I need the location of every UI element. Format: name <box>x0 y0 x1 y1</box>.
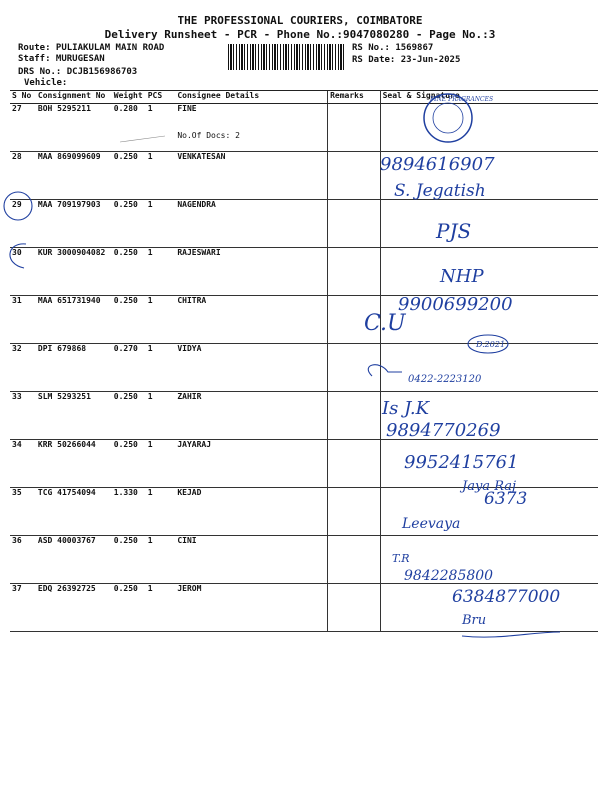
row36-phone: 9842285800 <box>404 568 494 584</box>
row-weight-text: 0.280 <box>113 104 138 113</box>
col-pcs: PCS <box>146 91 176 104</box>
row-consignee <box>175 392 327 440</box>
row28-phone: 9894616907 <box>380 154 495 175</box>
row-pcs-text: 1 <box>147 536 153 545</box>
row-remarks <box>328 344 381 392</box>
row-sno-text: 30 <box>12 248 22 257</box>
row-consignee <box>175 200 327 248</box>
table-row <box>10 200 598 248</box>
row-consignment-no <box>36 584 112 632</box>
row-pcs <box>146 536 176 584</box>
row33-signature: Is J.K <box>382 398 430 419</box>
row-weight-text: 0.250 <box>113 440 138 449</box>
row-seal <box>380 248 598 296</box>
row-sno-text: 29 <box>12 200 22 209</box>
row-consignment-no-text: ASD 40003767 <box>37 536 96 545</box>
col-consignee: Consignee Details <box>175 91 327 104</box>
row-remarks <box>328 296 381 344</box>
row-pcs-text: 1 <box>147 392 153 401</box>
col-sno: S No <box>10 91 36 104</box>
row33-phone: 9894770269 <box>386 420 501 441</box>
row-consignment-no-text: MAA 869099609 <box>37 152 101 161</box>
row-consignee-text: JEROM <box>177 584 202 593</box>
row-consignment-no <box>36 536 112 584</box>
table-row <box>10 392 598 440</box>
row-remarks <box>328 440 381 488</box>
row-weight <box>112 584 146 632</box>
row-consignment-no-text: BOH 5295211 <box>37 104 91 113</box>
row-consignee <box>175 536 327 584</box>
row32-phone: 0422-2223120 <box>408 374 482 385</box>
row-sno-text: 36 <box>12 536 22 545</box>
row-pcs <box>146 200 176 248</box>
rs-date-label: RS Date: 23-Jun-2025 <box>352 55 461 65</box>
row-consignment-no <box>36 392 112 440</box>
row-pcs-text: 1 <box>147 104 153 113</box>
row-weight-text: 0.250 <box>113 248 138 257</box>
row-pcs-text: 1 <box>147 296 153 305</box>
row-seal <box>380 488 598 536</box>
row-pcs <box>146 152 176 200</box>
row-seal <box>380 584 598 632</box>
row-pcs <box>146 248 176 296</box>
row-consignment-no <box>36 440 112 488</box>
route-label: Route: PULIAKULAM MAIN ROAD <box>18 43 165 53</box>
row-consignee-text: FINE <box>177 104 197 113</box>
row-consignee <box>175 104 327 152</box>
row-seal <box>380 200 598 248</box>
row-pcs <box>146 584 176 632</box>
row-seal <box>380 536 598 584</box>
row-consignment-no <box>36 152 112 200</box>
vehicle-label: Vehicle: <box>24 78 68 88</box>
table-row <box>10 296 598 344</box>
row-sno-text: 27 <box>12 104 22 113</box>
row-consignee-text: VIDYA <box>177 344 202 353</box>
row-sno <box>10 584 36 632</box>
rs-no-label: RS No.: 1569867 <box>352 43 434 53</box>
row-pcs-text: 1 <box>147 344 153 353</box>
row-consignment-no-text: KRR 50266044 <box>37 440 96 449</box>
row35-signature-2: Leevaya <box>402 516 461 532</box>
row-weight <box>112 152 146 200</box>
row-sno <box>10 440 36 488</box>
drs-label: DRS No.: DCJB156986703 <box>18 67 138 77</box>
row-pcs <box>146 104 176 152</box>
row-weight-text: 0.250 <box>113 392 138 401</box>
row-pcs-text: 1 <box>147 584 153 593</box>
row-pcs <box>146 392 176 440</box>
table-row <box>10 536 598 584</box>
row-consignee <box>175 248 327 296</box>
runsheet-title: THE PROFESSIONAL COURIERS, COIMBATORE <box>177 14 423 27</box>
row-sno-text: 32 <box>12 344 22 353</box>
table-row <box>10 344 598 392</box>
row-consignee-text: RAJESWARI <box>177 248 221 257</box>
row37-sign-line <box>462 632 560 637</box>
row37-phone: 6384877000 <box>452 587 561 607</box>
row-weight-text: 0.250 <box>113 536 138 545</box>
row-sno-text: 35 <box>12 488 22 497</box>
table-row <box>10 152 598 200</box>
row-consignee-text: VENKATESAN <box>177 152 226 161</box>
row-sno <box>10 248 36 296</box>
row-consignment-no <box>36 248 112 296</box>
row-seal <box>380 440 598 488</box>
row-sno <box>10 488 36 536</box>
row37-signature: Bru <box>462 613 487 628</box>
row-consignee-text: NAGENDRA <box>177 200 216 209</box>
row-weight-text: 0.250 <box>113 152 138 161</box>
col-seal: Seal & Signature <box>380 91 598 104</box>
row-consignment-no <box>36 104 112 152</box>
row35-phone: 6373 <box>484 489 528 509</box>
row-weight <box>112 344 146 392</box>
table-header-row <box>10 91 598 104</box>
row-weight <box>112 200 146 248</box>
row-consignment-no <box>36 296 112 344</box>
row-consignment-no-text: EDQ 26392725 <box>37 584 96 593</box>
row-consignee-text: JAYARAJ <box>177 440 212 449</box>
row-sno <box>10 104 36 152</box>
row29-signature: PJS <box>436 219 472 243</box>
row31-phone: 9900699200 <box>398 294 513 315</box>
row-weight <box>112 104 146 152</box>
row-weight <box>112 392 146 440</box>
row-consignee <box>175 344 327 392</box>
row-consignment-no-text: TCG 41754094 <box>37 488 96 497</box>
runsheet-subtitle: Delivery Runsheet - PCR - Phone No.:9047080280 - Page No.:3 <box>104 28 496 41</box>
row-sno-text: 37 <box>12 584 22 593</box>
row-remarks <box>328 536 381 584</box>
row-weight <box>112 536 146 584</box>
row-consignee <box>175 584 327 632</box>
row34-phone: 9952415761 <box>404 452 519 473</box>
row-weight <box>112 248 146 296</box>
table-row <box>10 440 598 488</box>
row-pcs-text: 1 <box>147 152 153 161</box>
row36-signature: T.R <box>392 552 410 565</box>
row-sno <box>10 392 36 440</box>
row-consignment-no <box>36 488 112 536</box>
row-pcs <box>146 296 176 344</box>
row-sno-text: 34 <box>12 440 22 449</box>
row-pcs <box>146 488 176 536</box>
row-seal <box>380 104 598 152</box>
row32-signature: D.2021 <box>476 340 506 349</box>
row-remarks <box>328 104 381 152</box>
docs-note: No.Of Docs: 2 <box>177 131 240 140</box>
table-row <box>10 488 598 536</box>
row-consignment-no <box>36 200 112 248</box>
row-weight-text: 1.330 <box>113 488 138 497</box>
row-sno <box>10 344 36 392</box>
row-remarks <box>328 200 381 248</box>
row-consignee <box>175 296 327 344</box>
row-consignee-text: CHITRA <box>177 296 207 305</box>
row-sno <box>10 200 36 248</box>
row-remarks <box>328 584 381 632</box>
stamp-text: FINE FRAGRANCES <box>430 96 494 103</box>
table-row <box>10 104 598 152</box>
col-consignment: Consignment No <box>36 91 112 104</box>
row-consignee <box>175 440 327 488</box>
row-consignment-no-text: MAA 651731940 <box>37 296 101 305</box>
row-weight <box>112 296 146 344</box>
row-consignee-text: CINI <box>177 536 197 545</box>
row31-signature: C.U <box>364 311 406 336</box>
row-weight-text: 0.250 <box>113 296 138 305</box>
row-sno <box>10 152 36 200</box>
row-sno-text: 33 <box>12 392 22 401</box>
row-consignee <box>175 488 327 536</box>
row-seal <box>380 344 598 392</box>
row-remarks <box>328 488 381 536</box>
row-seal <box>380 392 598 440</box>
row-consignee-text: KEJAD <box>177 488 202 497</box>
row-consignment-no-text: MAA 709197903 <box>37 200 101 209</box>
row-consignment-no-text: SLM 5293251 <box>37 392 91 401</box>
row-sno <box>10 296 36 344</box>
row-weight-text: 0.250 <box>113 200 138 209</box>
table-row <box>10 584 598 632</box>
barcode <box>228 44 344 70</box>
row-seal <box>380 152 598 200</box>
row-weight-text: 0.250 <box>113 584 138 593</box>
row-weight-text: 0.270 <box>113 344 138 353</box>
row-sno-text: 31 <box>12 296 22 305</box>
row-pcs-text: 1 <box>147 248 153 257</box>
row-pcs-text: 1 <box>147 200 153 209</box>
row-weight <box>112 440 146 488</box>
row-consignee-text: ZAHIR <box>177 392 202 401</box>
row28-signature: S. Jegatish <box>394 181 486 201</box>
col-remarks: Remarks <box>328 91 381 104</box>
row-pcs-text: 1 <box>147 488 153 497</box>
row-consignment-no-text: DPI 679868 <box>37 344 87 353</box>
row-remarks <box>328 248 381 296</box>
row-pcs <box>146 344 176 392</box>
row35-signature: Jaya Raj <box>462 479 517 494</box>
row-consignee <box>175 152 327 200</box>
row-consignment-no <box>36 344 112 392</box>
row-weight <box>112 488 146 536</box>
col-weight: Weight <box>112 91 146 104</box>
row-seal <box>380 296 598 344</box>
row-sno-text: 28 <box>12 152 22 161</box>
row-sno <box>10 536 36 584</box>
row-pcs-text: 1 <box>147 440 153 449</box>
runsheet-table <box>10 90 598 632</box>
row-remarks <box>328 152 381 200</box>
table-row <box>10 248 598 296</box>
row-remarks <box>328 392 381 440</box>
row-consignment-no-text: KUR 3000904082 <box>37 248 106 257</box>
row30-signature: NHP <box>440 266 484 287</box>
row-pcs <box>146 440 176 488</box>
staff-label: Staff: MURUGESAN <box>18 54 105 64</box>
